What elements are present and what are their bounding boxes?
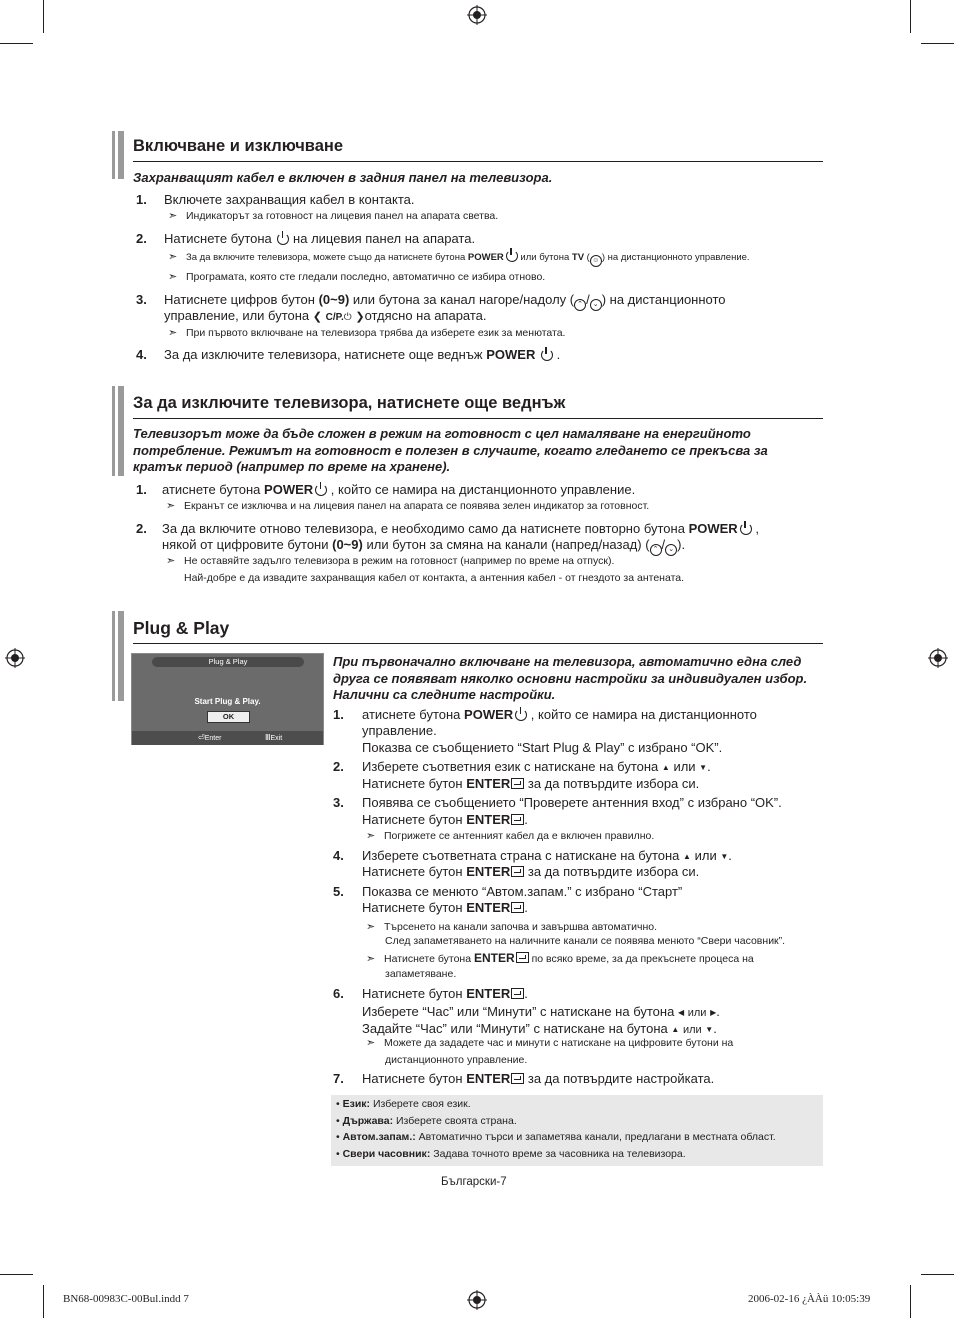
step-number: 3.: [333, 795, 344, 810]
section-title: За да изключите телевизора, натиснете още веднъж: [133, 394, 566, 412]
tv-icon: ☺: [590, 255, 602, 267]
section-rule: [133, 643, 823, 644]
section-intro-line: потребление. Режимът на готовност е полезен в случаите, когато гледането се прекъсва за: [133, 443, 768, 458]
step-note: ➣ При първото включване на телевизора трябва да изберете език за менютата.: [168, 327, 566, 339]
up-arrow-icon: ▲: [661, 763, 670, 772]
step-text: някой от цифровите бутони (0~9) или бутон за смяна на канали (напред/назад) ( ⌃ / ⌄ ).: [162, 537, 685, 556]
step-text: Показва се менюто “Автом.запам.” с избрано “Старт”: [362, 884, 683, 899]
step-note: дистанционното управление.: [385, 1054, 528, 1066]
right-arrow-icon: ▶: [710, 1008, 717, 1017]
step-note: ➣ За да включите телевизора, можете също да натиснете бутона POWER или бутона TV ( ☺ ) на дистанционното управление.: [168, 249, 750, 267]
crop-mark: [43, 1285, 44, 1318]
step-number: 4.: [333, 848, 344, 863]
step-text: Задайте “Час” или “Минути” с натискане на бутона ▲ или ▼.: [362, 1021, 717, 1036]
step-number: 4.: [136, 347, 147, 362]
step-number: 2.: [136, 521, 147, 536]
power-icon: [541, 349, 553, 361]
step-number: 1.: [136, 482, 147, 497]
step-text: Изберете съответния език с натискане на бутона ▲ или ▼.: [362, 759, 711, 774]
step-number: 1.: [136, 192, 147, 207]
channel-up-icon: ⌃: [650, 544, 662, 556]
down-arrow-icon: ▼: [705, 1025, 714, 1034]
section-intro-line: Телевизорът може да бъде сложен в режим на готовност с цел намаляване на енергийното: [133, 426, 751, 441]
step-number: 6.: [333, 986, 344, 1001]
osd-enter-hint: ⏎Enter: [198, 733, 222, 742]
registration-mark-icon: [928, 648, 948, 668]
channel-down-icon: ⌄: [665, 544, 677, 556]
section-intro-line: кратък период (например по време на хранене).: [133, 459, 451, 474]
left-arrow-icon: ◀: [677, 1008, 685, 1017]
crop-mark: [921, 1274, 954, 1275]
step-text: Натиснете бутон ENTER за да потвърдите избора си.: [362, 776, 700, 791]
step-note: ➣ Екранът се изключва и на лицевия панел на апарата се появява зелен индикатор за готовност.: [166, 500, 650, 512]
step-text: управление.: [362, 723, 437, 738]
enter-icon: [511, 866, 524, 877]
osd-footer: [132, 731, 323, 745]
osd-header: Plug & Play: [152, 657, 304, 667]
up-arrow-icon: ▲: [683, 852, 691, 861]
step-text: Натиснете бутона на лицевия панел на апарата.: [164, 231, 476, 246]
power-icon: [740, 523, 752, 535]
enter-icon: [516, 952, 529, 963]
page-number: Български-7: [441, 1176, 507, 1188]
down-arrow-icon: ▼: [699, 763, 708, 772]
crop-mark: [0, 43, 33, 44]
section-bar: [112, 611, 115, 701]
section-bar: [118, 386, 124, 476]
step-text: Включете захранващия кабел в контакта.: [164, 192, 415, 207]
section-intro: Захранващият кабел е включен в задния панел на телевизора.: [133, 170, 553, 185]
power-icon: [315, 484, 327, 496]
section-bar: [118, 611, 124, 701]
step-text: управление, или бутона ❮ C/P.⏻ ❯отдясно на апарата.: [164, 308, 487, 323]
section-title: Включване и изключване: [133, 137, 344, 155]
step-text: Натиснете цифров бутон (0~9) или бутона за канал нагоре/надолу ( ⌃ / ⌄ ) на дистанционното: [164, 292, 726, 311]
registration-mark-icon: [467, 1290, 487, 1310]
step-note: запаметяване.: [385, 968, 457, 980]
enter-icon: [511, 902, 524, 913]
up-arrow-icon: ▲: [671, 1025, 680, 1034]
enter-icon: [511, 814, 524, 825]
section-bar: [112, 131, 115, 179]
power-icon: [506, 250, 518, 262]
power-icon: [515, 709, 527, 721]
section-bar: [118, 131, 124, 179]
step-number: 2.: [136, 231, 147, 246]
section-rule: [133, 418, 823, 419]
section-title: Plug & Play: [133, 618, 230, 638]
section-intro-line: При първоначално включване на телевизора, автоматично една след: [333, 654, 802, 669]
enter-icon: [511, 778, 524, 789]
enter-icon: [511, 988, 524, 999]
step-note: ➣ Програмата, която сте гледали последно, автоматично се избира отново.: [168, 271, 546, 283]
step-number: 5.: [333, 884, 344, 899]
step-note: След запаметяването на наличните канали се появява менюто “Свери часовник”.: [385, 935, 786, 947]
osd-ok-button: OK: [207, 711, 250, 723]
section-bar: [112, 386, 115, 476]
footer-timestamp: 2006-02-16 ¿ÀÀü 10:05:39: [748, 1293, 871, 1305]
step-text: атиснете бутона POWER , който се намира на дистанционното: [362, 707, 757, 722]
step-text: Натиснете бутон ENTER .: [362, 986, 528, 1001]
step-note: ➣ Натиснете бутона ENTER по всяко време, за да прекъснете процеса на: [366, 951, 754, 965]
step-text: Натиснете бутон ENTER .: [362, 900, 528, 915]
step-note: ➣ Индикаторът за готовност на лицевия панел на апарата светва.: [168, 210, 499, 222]
summary-item: • Свери часовник: Задава точното време за часовника на телевизора.: [336, 1148, 686, 1160]
power-icon: [277, 233, 289, 245]
section-intro-line: друга се появяват няколко основни настройки за индивидуален избор.: [333, 671, 808, 686]
section-intro-line: Налични са следните настройки.: [333, 687, 556, 702]
crop-mark: [0, 1274, 33, 1275]
step-text: За да изключите телевизора, натиснете още веднъж POWER .: [164, 347, 561, 362]
summary-item: • Автом.запам.: Автоматично търси и запаметява канали, предлагани в местната област.: [336, 1131, 776, 1143]
step-number: 7.: [333, 1071, 344, 1086]
step-text: Натиснете бутон ENTER за да потвърдите настройката.: [362, 1071, 715, 1086]
crop-mark: [43, 0, 44, 33]
step-note: ➣ Търсенето на канали започва и завършва автоматично.: [366, 921, 657, 933]
registration-mark-icon: [5, 648, 25, 668]
summary-item: • Език: Изберете своя език.: [336, 1098, 471, 1110]
step-text: Изберете съответната страна с натискане на бутона ▲ или ▼.: [362, 848, 732, 863]
crop-mark: [910, 0, 911, 33]
summary-item: • Държава: Изберете своята страна.: [336, 1115, 517, 1127]
step-note: ➣ Можете да зададете час и минути с натискане на цифровите бутони на: [366, 1037, 734, 1049]
enter-icon: [511, 1073, 524, 1084]
plug-and-play-screen: [131, 653, 324, 745]
step-note: Най-добре е да извадите захранващия кабел от контакта, а антенния кабел - от гнездото за антената.: [184, 572, 685, 584]
step-text: Изберете “Час” или “Минути” с натискане на бутона ◀ или ▶.: [362, 1004, 720, 1019]
step-text: Натиснете бутон ENTER за да потвърдите избора си.: [362, 864, 700, 879]
crop-mark: [910, 1285, 911, 1318]
step-number: 1.: [333, 707, 344, 722]
section-rule: [133, 161, 823, 162]
down-arrow-icon: ▼: [720, 852, 729, 861]
step-text: атиснете бутона POWER , който се намира на дистанционното управление.: [162, 482, 636, 497]
step-number: 3.: [136, 292, 147, 307]
step-text: Показва се съобщението “Start Plug & Play” с избрано “OK”.: [362, 740, 723, 755]
osd-message: Start Plug & Play.: [194, 697, 261, 706]
step-text: Появява се съобщението “Проверете антенния вход” с избрано “OK”.: [362, 795, 782, 810]
step-text: За да включите отново телевизора, е необходимо само да натиснете повторно бутона POWER ,: [162, 521, 759, 536]
step-text: Натиснете бутон ENTER .: [362, 812, 528, 827]
channel-down-icon: ⌄: [590, 299, 602, 311]
step-note: ➣ Не оставяйте задълго телевизора в режим на готовност (например по време на отпуск).: [166, 555, 615, 567]
footer-file-name: BN68-00983C-00Bul.indd 7: [63, 1293, 189, 1305]
step-number: 2.: [333, 759, 344, 774]
step-note: ➣ Погрижете се антенният кабел да е включен правилно.: [366, 830, 655, 842]
registration-mark-icon: [467, 5, 487, 25]
osd-exit-hint: ⅢExit: [265, 733, 283, 742]
channel-up-icon: ⌃: [574, 299, 586, 311]
crop-mark: [921, 43, 954, 44]
